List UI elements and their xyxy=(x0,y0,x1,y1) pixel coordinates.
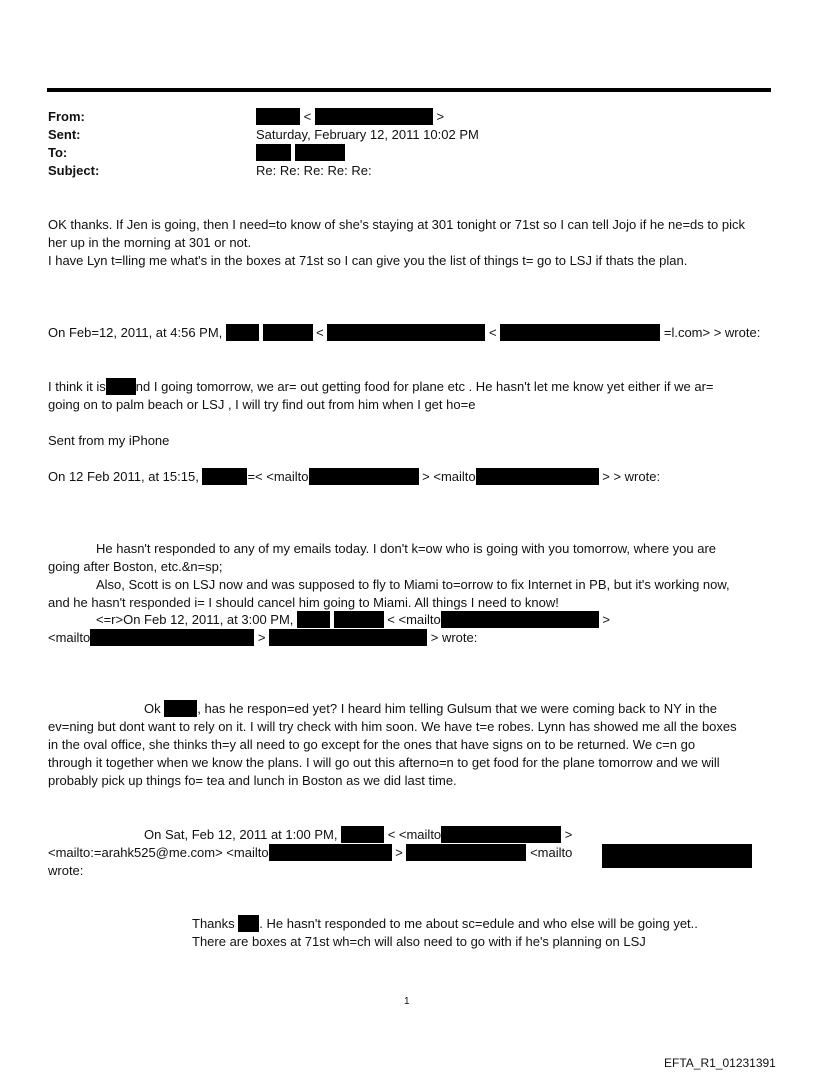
page-number: 1 xyxy=(404,996,410,1007)
subject-label: Subject: xyxy=(48,163,100,178)
redaction xyxy=(256,144,291,161)
quote-header: On Feb=12, 2011, at 4:56 PM, < < =l.com> > wrote: xyxy=(48,325,761,340)
redaction xyxy=(269,629,427,646)
subject-value: Re: Re: Re: Re: Re: xyxy=(256,163,372,178)
redaction xyxy=(476,468,599,485)
body-line: Thanks . He hasn't responded to me about sc=edule and who else will be going yet.. xyxy=(192,916,698,931)
to-label: To: xyxy=(48,145,68,160)
body-line: probably pick up things fo= tea and lunch in Boston as we did last time. xyxy=(48,773,457,788)
redaction xyxy=(164,700,197,717)
body-line: Also, Scott is on LSJ now and was supposed to fly to Miami to=orrow to fix Internet in PB, but it's working now, xyxy=(96,577,730,592)
redaction xyxy=(202,468,247,485)
body-line: I think it is nd I going tomorrow, we ar= out getting food for plane etc . He hasn't let me know yet either if we ar= xyxy=(48,379,714,394)
quote-header-cont: <mailto:=arahk525@me.com> <mailto > <mailto xyxy=(48,845,573,860)
body-line: OK thanks. If Jen is going, then I need=to know of she's staying at 301 tonight or 71st so I can tell Jojo if he ne=ds to pick xyxy=(48,217,745,232)
redaction xyxy=(263,324,313,341)
body-line: and he hasn't responded i= I should cancel him going to Miami. All things I need to know! xyxy=(48,595,559,610)
redaction xyxy=(602,844,752,868)
redaction xyxy=(226,324,259,341)
redaction xyxy=(334,611,384,628)
redaction xyxy=(315,108,433,125)
sent-from-signature: Sent from my iPhone xyxy=(48,433,170,448)
body-line: going on to palm beach or LSJ , I will try find out from him when I get ho=e xyxy=(48,397,476,412)
sent-label: Sent: xyxy=(48,127,81,142)
quote-header: On 12 Feb 2011, at 15:15, =< <mailto > <mailto > > wrote: xyxy=(48,469,661,484)
body-line: There are boxes at 71st wh=ch will also need to go with if he's planning on LSJ xyxy=(192,934,646,949)
body-line: Ok , has he respon=ed yet? I heard him telling Gulsum that we were coming back to NY in the xyxy=(144,701,717,716)
redaction xyxy=(238,915,259,932)
quote-header: <=r>On Feb 12, 2011, at 3:00 PM, < <mailto > xyxy=(96,612,610,627)
redaction xyxy=(256,108,300,125)
body-line: going after Boston, etc.&n=sp; xyxy=(48,559,223,574)
redaction xyxy=(441,826,561,843)
body-line: He hasn't responded to any of my emails today. I don't k=ow who is going with you tomorrow, where you are xyxy=(96,541,717,556)
redaction xyxy=(341,826,384,843)
redaction xyxy=(500,324,660,341)
from-value: < > xyxy=(256,108,444,126)
redaction xyxy=(441,611,599,628)
body-line: through it together when we know the plans. I will go out this afterno=n to get food for the plane tomorrow and we will xyxy=(48,755,720,770)
redaction xyxy=(309,468,419,485)
redaction xyxy=(297,611,330,628)
to-value xyxy=(256,144,345,162)
body-line: her up in the morning at 301 or not. xyxy=(48,235,252,250)
body-line: ev=ning but dont want to rely on it. I will try check with him soon. We have t=e robes. Lynn has showed me all the boxes xyxy=(48,719,737,734)
sent-value: Saturday, February 12, 2011 10:02 PM xyxy=(256,127,479,142)
quote-header-cont: <mailto > > wrote: xyxy=(48,630,478,645)
body-line: I have Lyn t=lling me what's in the boxes at 71st so I can give you the list of things t= go to LSJ if thats the plan. xyxy=(48,253,688,268)
redaction xyxy=(327,324,485,341)
redaction xyxy=(269,844,392,861)
redaction xyxy=(106,378,136,395)
from-label: From: xyxy=(48,109,85,124)
redaction xyxy=(295,144,345,161)
body-line: in the oval office, she thinks th=y all need to go except for the ones that have signs on to be returned. We c=n go xyxy=(48,737,696,752)
quote-header: On Sat, Feb 12, 2011 at 1:00 PM, < <mailto > xyxy=(144,827,573,842)
redaction xyxy=(90,629,254,646)
document-id: EFTA_R1_01231391 xyxy=(664,1056,776,1070)
header-rule xyxy=(47,88,771,92)
redaction xyxy=(406,844,526,861)
quote-header-cont: wrote: xyxy=(48,863,84,878)
